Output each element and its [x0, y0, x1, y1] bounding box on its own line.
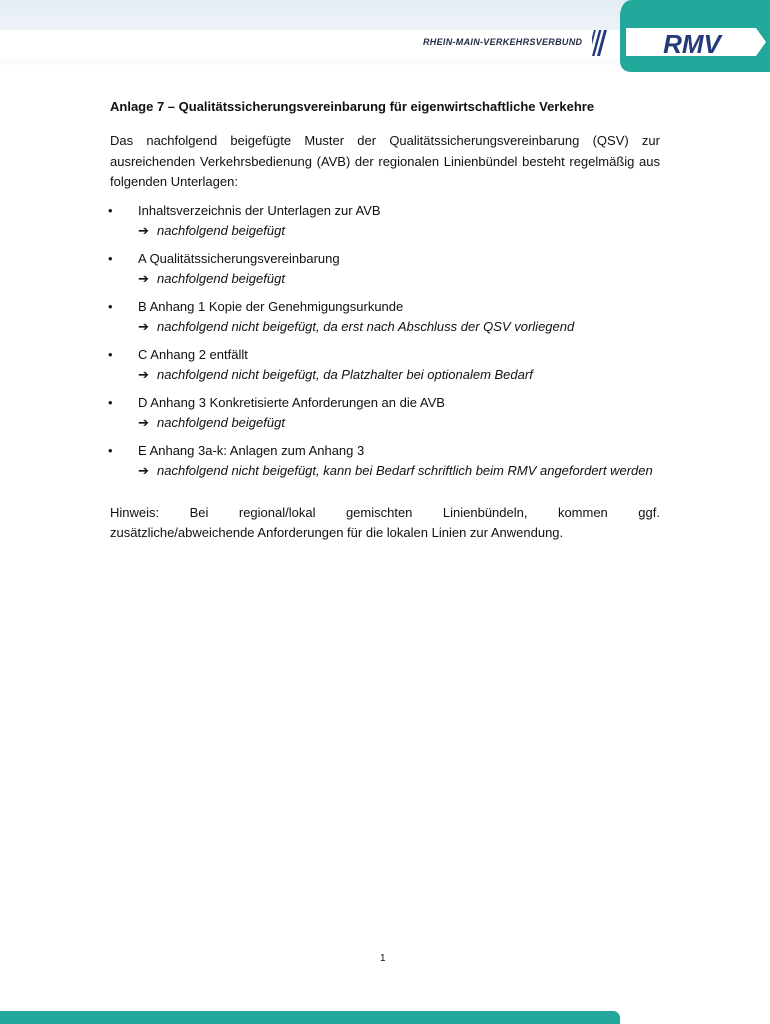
list-item-note: [138, 461, 660, 481]
hint-line-1: [110, 503, 660, 524]
hint-word: ggf.: [638, 504, 660, 520]
hint-word: regional/lokal: [238, 504, 316, 520]
bullet-icon: •: [108, 298, 113, 314]
bullet-icon: •: [108, 250, 113, 266]
arrow-right-icon: ➔: [138, 462, 149, 478]
attachment-list: [110, 201, 660, 481]
list-item-note: [138, 413, 660, 433]
list-item-text: D Anhang 3 Konkretisierte Anforderungen an die AVB: [138, 394, 445, 410]
list-item-note: [138, 221, 660, 241]
arrow-right-icon: ➔: [138, 414, 149, 430]
list-item-text: E Anhang 3a-k: Anlagen zum Anhang 3: [138, 442, 365, 458]
list-item-note-text: nachfolgend nicht beigefügt, kann bei Bedarf schriftlich beim RMV angefordert werden: [157, 462, 653, 478]
hint-word: Hinweis:: [110, 504, 160, 520]
list-item-note-text: nachfolgend beigefügt: [157, 270, 285, 286]
logo-text: RMV: [663, 29, 721, 59]
hint-word: Linienbündeln,: [442, 504, 528, 520]
arrow-right-icon: ➔: [138, 366, 149, 382]
list-item-note: [138, 317, 660, 337]
list-item-note-text: nachfolgend nicht beigefügt, da Platzhalter bei optionalem Bedarf: [157, 366, 533, 382]
bullet-icon: •: [108, 202, 113, 218]
arrow-right-icon: ➔: [138, 270, 149, 286]
list-item-text: B Anhang 1 Kopie der Genehmigungsurkunde: [138, 298, 404, 314]
hint-paragraph: [110, 503, 660, 544]
bullet-icon: •: [108, 346, 113, 362]
hint-word: kommen: [557, 504, 608, 520]
hint-word: Bei: [189, 504, 209, 520]
list-item-note-text: nachfolgend nicht beigefügt, da erst nach Abschluss der QSV vorliegend: [157, 318, 575, 334]
list-item-note-text: nachfolgend beigefügt: [157, 222, 285, 238]
arrow-right-icon: ➔: [138, 318, 149, 334]
list-item-note: [138, 269, 660, 289]
list-item-text: Inhaltsverzeichnis der Unterlagen zur AVB: [138, 202, 381, 218]
list-item: [110, 441, 660, 481]
list-item: [110, 345, 660, 385]
list-item-note: [138, 365, 660, 385]
list-item: [110, 297, 660, 337]
document-title: Anlage 7 – Qualitätssicherungsvereinbarung für eigenwirtschaftliche Verkehre: [110, 99, 595, 114]
hint-line-2: zusätzliche/abweichende Anforderungen für die lokalen Linien zur Anwendung.: [110, 525, 564, 540]
organization-name: RHEIN-MAIN-VERKEHRSVERBUND: [423, 37, 583, 47]
intro-paragraph: Das nachfolgend beigefügte Muster der Qualitätssicherungsvereinbarung (QSV) zur ausreichenden Verkehrsbedienung (AVB) der regionalen Linienbündel besteht regelmäßig aus folgenden Unterlagen:: [110, 133, 660, 189]
list-item-note-text: nachfolgend beigefügt: [157, 414, 285, 430]
hint-word: gemischten: [345, 504, 413, 520]
page-number: 1: [380, 953, 386, 964]
list-item: [110, 201, 660, 241]
bullet-icon: •: [108, 442, 113, 458]
list-item-text: C Anhang 2 entfällt: [138, 346, 248, 362]
list-item: [110, 249, 660, 289]
list-item-text: A Qualitätssicherungsvereinbarung: [138, 250, 340, 266]
rmv-logo: [592, 0, 770, 72]
bullet-icon: •: [108, 394, 113, 410]
list-item: [110, 393, 660, 433]
arrow-right-icon: ➔: [138, 222, 149, 238]
document-body: [110, 98, 660, 544]
footer-bar: [0, 1011, 620, 1024]
